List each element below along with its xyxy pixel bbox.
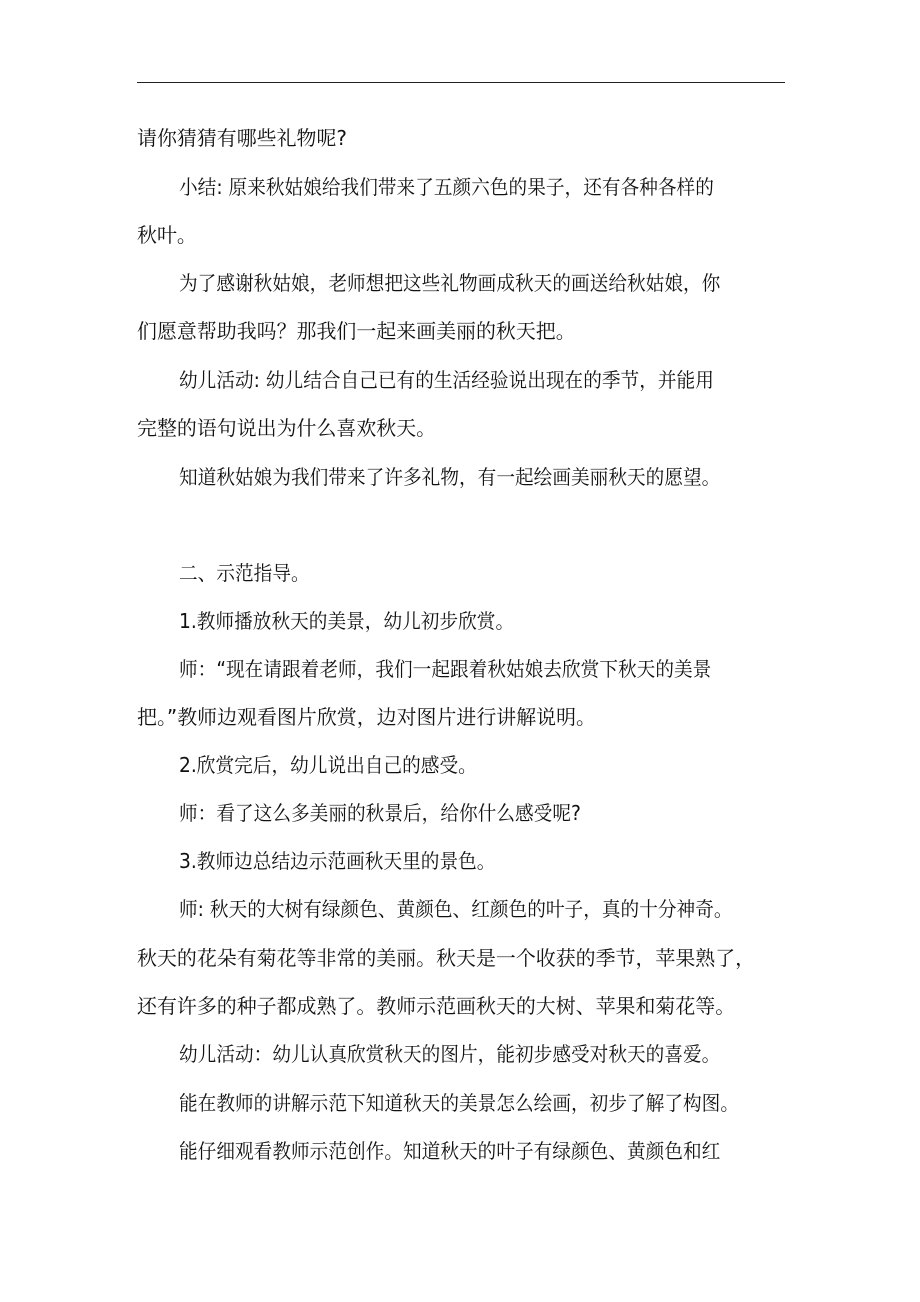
- paragraph-line: 1.教师播放秋天的美景，幼儿初步欣赏。: [179, 609, 515, 633]
- paragraph-line: 秋天的花朵有菊花等非常的美丽。秋天是一个收获的季节，苹果熟了，: [137, 946, 756, 970]
- header-rule: [137, 82, 785, 83]
- paragraph-line: 2.欣赏完后，幼儿说出自己的感受。: [179, 753, 477, 777]
- paragraph-line: 师：“现在请跟着老师，我们一起跟着秋姑娘去欣赏下秋天的美景: [179, 657, 712, 681]
- paragraph-line: 还有许多的种子都成熟了。教师示范画秋天的大树、苹果和菊花等。: [137, 994, 736, 1018]
- paragraph-line: 为了感谢秋姑娘，老师想把这些礼物画成秋天的画送给秋姑娘，你: [179, 271, 721, 295]
- paragraph-line: 师: 秋天的大树有绿颜色、黄颜色、红颜色的叶子，真的十分神奇。: [179, 897, 733, 921]
- paragraph-line: 完整的语句说出为什么喜欢秋天。: [137, 416, 437, 440]
- paragraph-line: 幼儿活动：幼儿认真欣赏秋天的图片，能初步感受对秋天的喜爱。: [179, 1042, 721, 1066]
- paragraph-line: 请你猜猜有哪些礼物呢?: [137, 126, 347, 150]
- paragraph-line: 把。”教师边观看图片欣赏，边对图片进行讲解说明。: [137, 705, 596, 729]
- paragraph-line: 们愿意帮助我吗？那我们一起来画美丽的秋天把。: [137, 319, 576, 343]
- paragraph-line: 知道秋姑娘为我们带来了许多礼物，有一起绘画美丽秋天的愿望。: [179, 465, 721, 489]
- paragraph-line: 3.教师边总结边示范画秋天里的景色。: [179, 849, 496, 873]
- paragraph-line: 秋叶。: [137, 223, 197, 247]
- paragraph-line: 小结: 原来秋姑娘给我们带来了五颜六色的果子，还有各种各样的: [179, 175, 714, 199]
- section-heading: 二、示范指导。: [179, 561, 310, 585]
- paragraph-line: 能在教师的讲解示范下知道秋天的美景怎么绘画，初步了解了构图。: [179, 1091, 739, 1115]
- paragraph-line: 幼儿活动: 幼儿结合自己已有的生活经验说出现在的季节，并能用: [179, 368, 714, 392]
- paragraph-line: 师：看了这么多美丽的秋景后，给你什么感受呢?: [179, 801, 581, 825]
- paragraph-line: 能仔细观看教师示范创作。知道秋天的叶子有绿颜色、黄颜色和红: [179, 1139, 721, 1163]
